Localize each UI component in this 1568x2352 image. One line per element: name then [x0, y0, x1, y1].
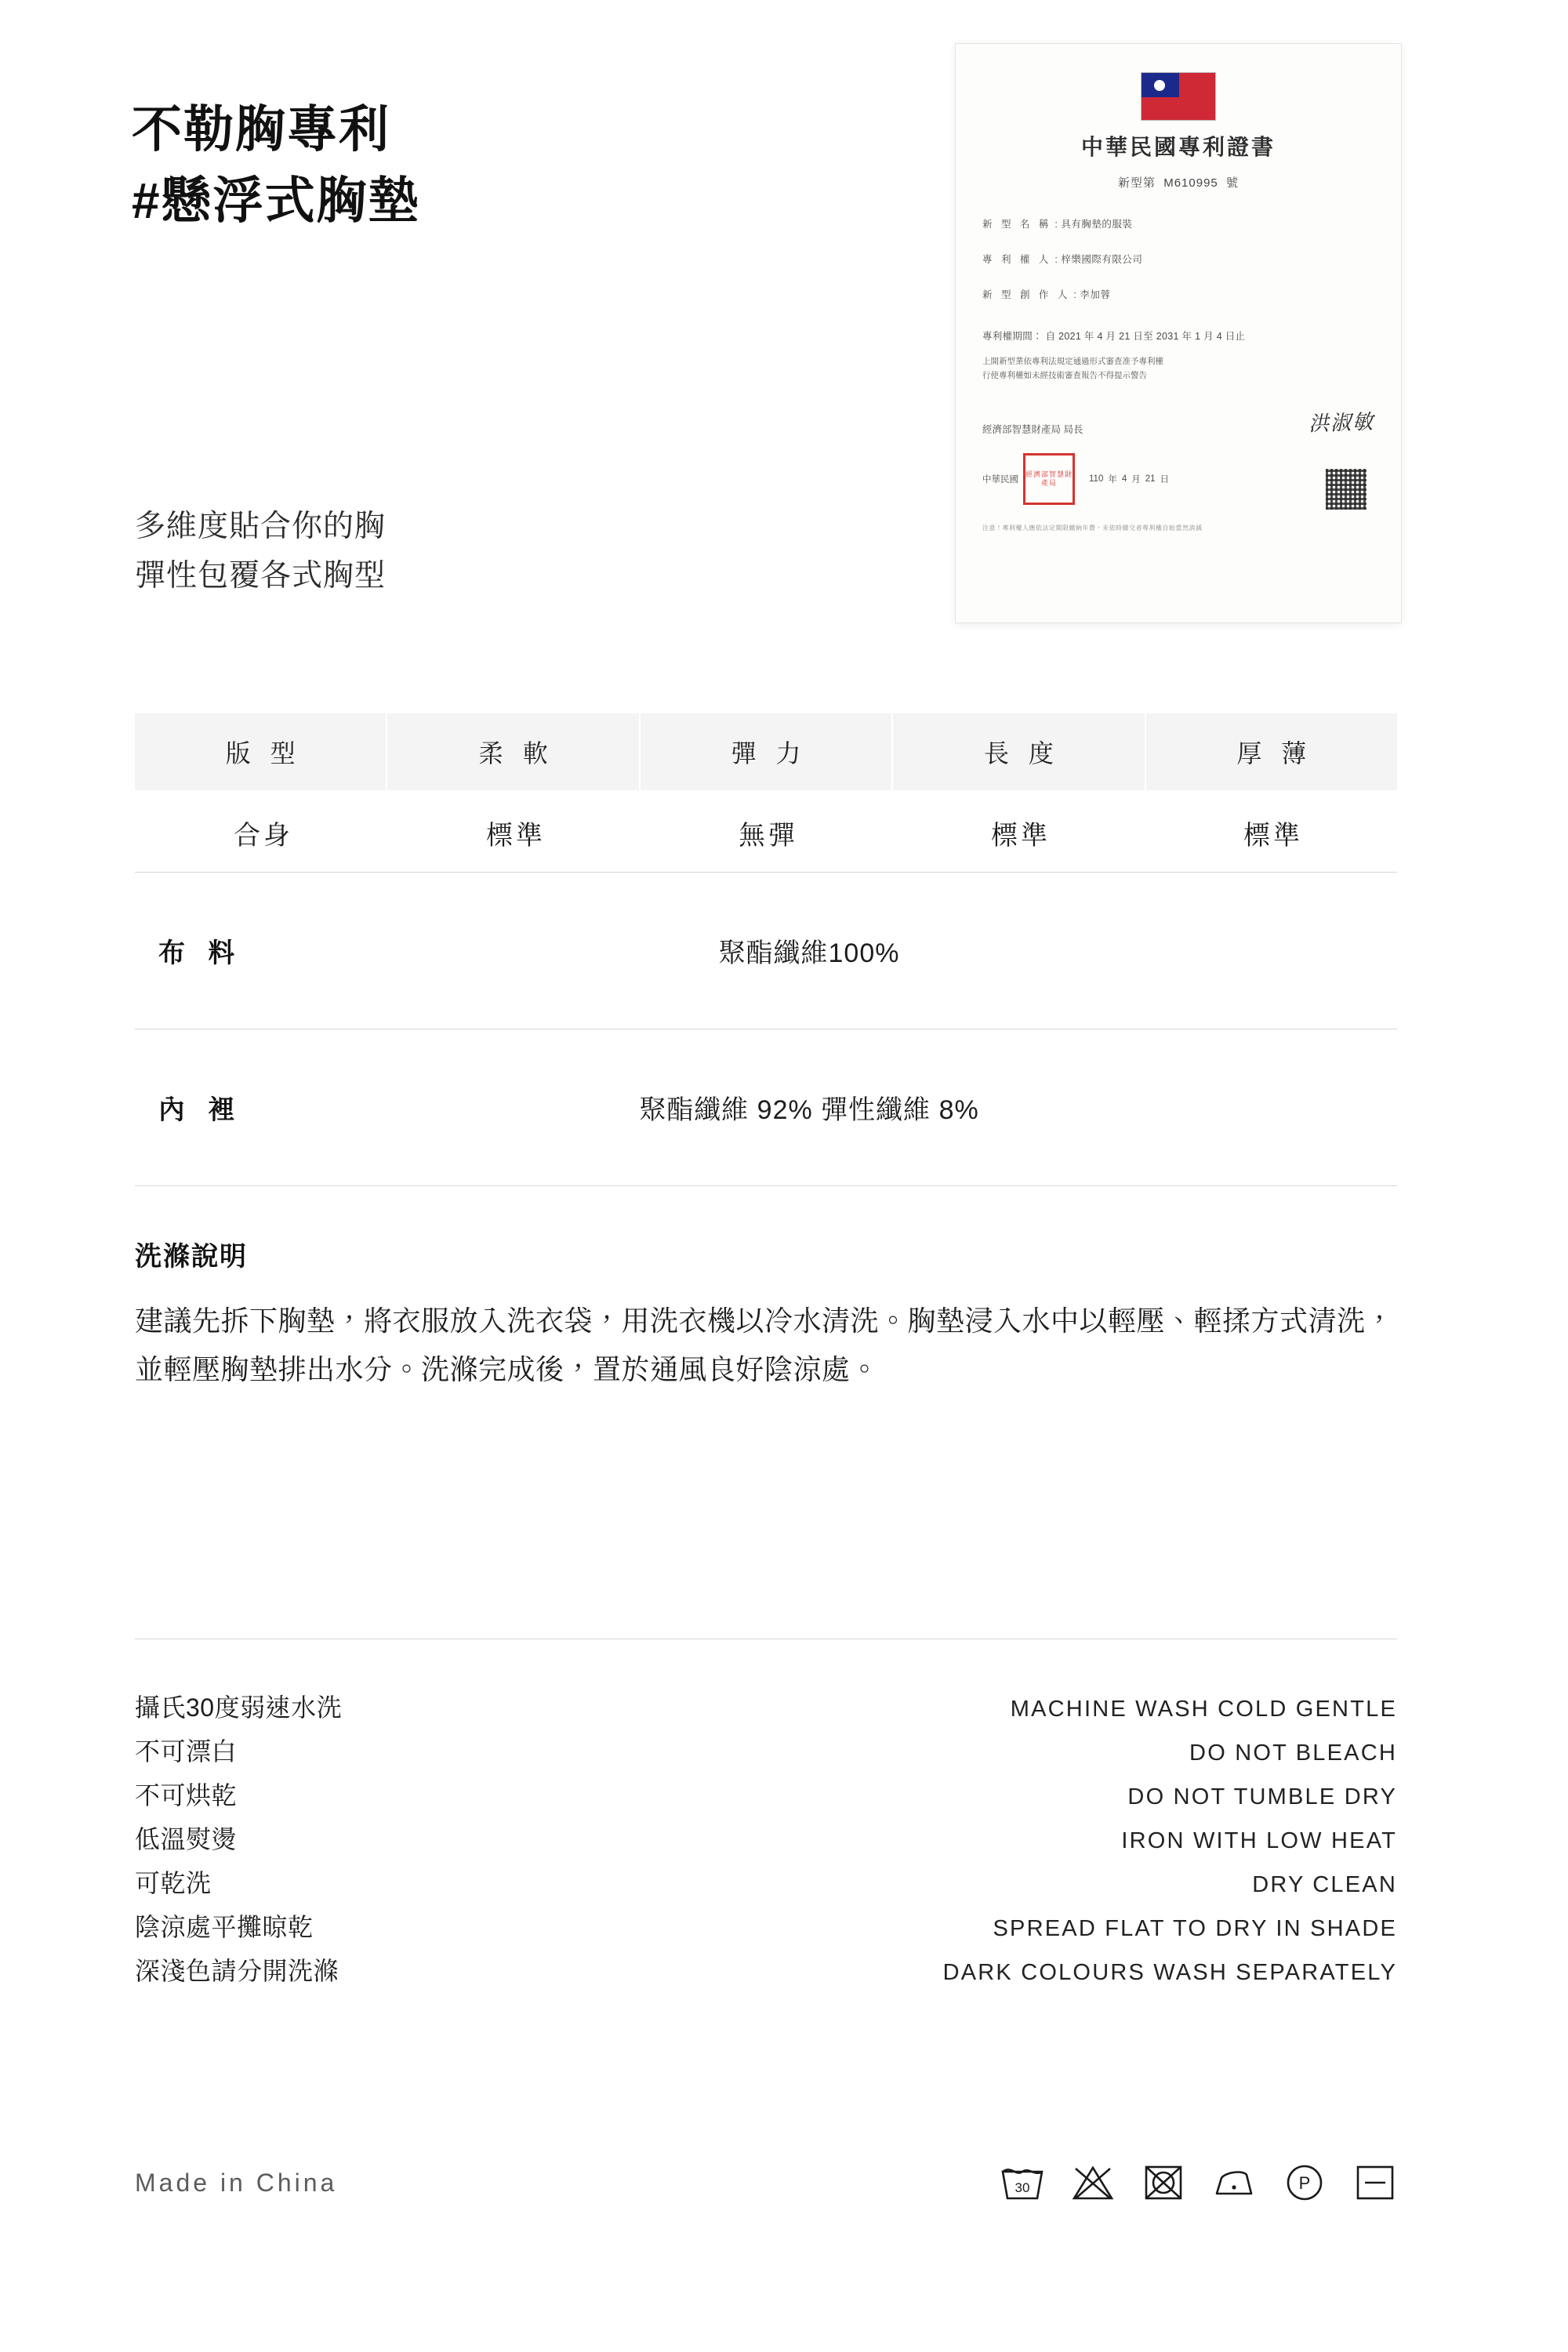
spec-value-cell: 合身	[234, 821, 293, 851]
qr-code-icon	[1326, 469, 1367, 510]
certificate-field-label: 新 型 創 作 人	[982, 289, 1071, 300]
certificate-field-row: 新 型 創 作 人 : 李加蓉	[982, 289, 1111, 300]
certificate-number-value: M610995	[1163, 176, 1218, 190]
spec-header-cell: 柔 軟	[387, 713, 640, 790]
certificate-signature-row	[982, 407, 1374, 436]
footer	[135, 2164, 1397, 2201]
wash-instructions-text: 建議先拆下胸墊，將衣服放入洗衣袋，用洗衣機以冷水清洗。胸墊浸入水中以輕壓、輕揉方式清洗，並輕壓胸墊排出水分。洗滌完成後，置於通風良好陰涼處。	[135, 1305, 1395, 1385]
care-item-en: MACHINE WASH COLD GENTLE	[1010, 1697, 1397, 1722]
certificate-note-line2: 行使專利權如未經技術審查報告不得提示警告	[982, 371, 1147, 381]
certificate-date-day: 21	[1145, 474, 1156, 484]
care-item-zh: 低溫熨燙	[135, 1825, 238, 1853]
official-stamp-icon: 經濟部智慧財產局	[1023, 453, 1075, 505]
certificate-field-row: 新 型 名 稱 : 具有胸墊的服裝	[982, 219, 1133, 230]
care-item-zh: 陰涼處平攤晾乾	[135, 1913, 314, 1941]
spec-table-header-row	[135, 713, 1397, 790]
hero-subtitle-line1: 多維度貼合你的胸	[135, 510, 387, 543]
page-title	[132, 94, 420, 237]
certificate-signer-label: 經濟部智慧財產局 局長	[982, 423, 1083, 435]
certificate-field-value: 李加蓉	[1080, 289, 1111, 300]
flag-canton	[1142, 73, 1179, 97]
certificate-field-value: 梓樂國際有限公司	[1061, 253, 1143, 265]
iron-low-heat-icon	[1212, 2164, 1256, 2201]
certificate-footer-note: 注意！專利權人應依法定期限繳納年費，未依時繳交者專利權自始當然消滅	[982, 524, 1203, 532]
flag-sun	[1154, 80, 1165, 91]
certificate-date-row	[982, 453, 1374, 505]
certificate-date-year: 110	[1089, 474, 1104, 484]
care-item-en: DO NOT TUMBLE DRY	[1127, 1784, 1397, 1809]
certificate-title: 中華民國專利證書	[1080, 136, 1276, 160]
material-row-lining	[135, 1029, 1397, 1185]
care-item-zh: 可乾洗	[135, 1869, 212, 1897]
spec-header-cell: 長 度	[893, 713, 1145, 790]
machine-wash-temp-label: 30	[1014, 2180, 1030, 2195]
dry-clean-letter-label: P	[1298, 2173, 1311, 2193]
certificate-field-row: 專 利 權 人 : 梓樂國際有限公司	[982, 253, 1143, 265]
page-title-line2: #懸浮式胸墊	[132, 172, 420, 229]
material-label: 內 裡	[158, 1095, 243, 1125]
spec-value-cell: 標準	[486, 821, 546, 851]
spec-header-cell: 彈 力	[641, 713, 893, 790]
dry-flat-icon	[1353, 2164, 1397, 2201]
care-item-zh: 不可烘乾	[135, 1781, 238, 1809]
care-list	[135, 1639, 1397, 1995]
certificate-fields	[982, 217, 1374, 532]
care-item-en: DO NOT BLEACH	[1189, 1740, 1397, 1766]
certificate-signer-name: 洪淑敏	[1308, 410, 1375, 436]
care-item-zh: 深淺色請分開洗滌	[135, 1957, 339, 1985]
certificate-number-suffix: 號	[1226, 176, 1240, 190]
certificate-date-month: 4	[1121, 474, 1127, 484]
certificate-field-label: 專 利 權 人	[982, 253, 1052, 265]
spec-value-cell: 標準	[1243, 821, 1303, 851]
material-value: 聚酯纖維100%	[718, 938, 900, 968]
machine-wash-30-icon	[1000, 2164, 1044, 2201]
care-list-item	[135, 1951, 1397, 1987]
care-item-zh: 攝氏30度弱速水洗	[135, 1693, 343, 1722]
taiwan-flag-icon	[1141, 72, 1216, 121]
spec-table-value-row	[135, 790, 1397, 879]
care-item-en: IRON WITH LOW HEAT	[1121, 1828, 1397, 1853]
care-list-item	[135, 1864, 1397, 1900]
hero-subtitle	[135, 502, 386, 601]
care-list-item	[135, 1820, 1397, 1856]
spec-header-cell: 厚 薄	[1236, 739, 1313, 768]
certificate-note-line1: 上開新型業依專利法規定通過形式審查准予專利權	[982, 357, 1163, 367]
dry-clean-p-icon	[1283, 2164, 1327, 2201]
patent-certificate	[955, 43, 1402, 623]
certificate-date-day-unit: 日	[1160, 474, 1170, 485]
hero-subtitle-line2: 彈性包覆各式胸型	[135, 559, 387, 593]
page-title-line1: 不勒胸專利	[132, 101, 390, 158]
care-item-en: SPREAD FLAT TO DRY IN SHADE	[993, 1916, 1397, 1941]
care-symbol-row	[1000, 2164, 1397, 2201]
spec-header-cell: 版 型	[135, 713, 387, 790]
certificate-date-year-unit: 年	[1108, 474, 1117, 485]
certificate-period: 專利權期間： 自 2021 年 4 月 21 日至 2031 年 1 月 4 日止	[982, 331, 1246, 343]
care-list-item	[135, 1776, 1397, 1812]
material-label: 布 料	[158, 938, 243, 968]
certificate-field-value: 具有胸墊的服裝	[1061, 219, 1133, 230]
wash-instructions-section	[135, 1185, 1397, 1394]
certificate-field-label: 新 型 名 稱	[982, 219, 1052, 230]
certificate-number-label: 新型第	[1117, 176, 1156, 190]
care-item-en: DARK COLOURS WASH SEPARATELY	[942, 1960, 1397, 1985]
do-not-tumble-dry-icon	[1142, 2164, 1185, 2201]
spec-table	[135, 713, 1397, 879]
certificate-date-month-unit: 月	[1131, 474, 1141, 485]
wash-instructions-title: 洗滌說明	[135, 1242, 248, 1272]
certificate-number	[979, 174, 1377, 191]
care-list-item	[135, 1732, 1397, 1768]
spec-value-cell: 標準	[991, 821, 1051, 851]
do-not-bleach-icon	[1071, 2164, 1115, 2201]
made-in-label: Made in China	[135, 2168, 338, 2197]
care-item-zh: 不可漂白	[135, 1737, 238, 1766]
care-list-item	[135, 1688, 1397, 1724]
certificate-date-prefix: 中華民國	[982, 474, 1018, 485]
material-value: 聚酯纖維 92% 彈性纖維 8%	[639, 1095, 979, 1125]
material-row-fabric	[135, 872, 1397, 1029]
care-list-item	[135, 1907, 1397, 1944]
certificate-note	[982, 355, 1374, 383]
care-item-en: DRY CLEAN	[1252, 1872, 1397, 1897]
spec-value-cell: 無彈	[739, 821, 798, 851]
